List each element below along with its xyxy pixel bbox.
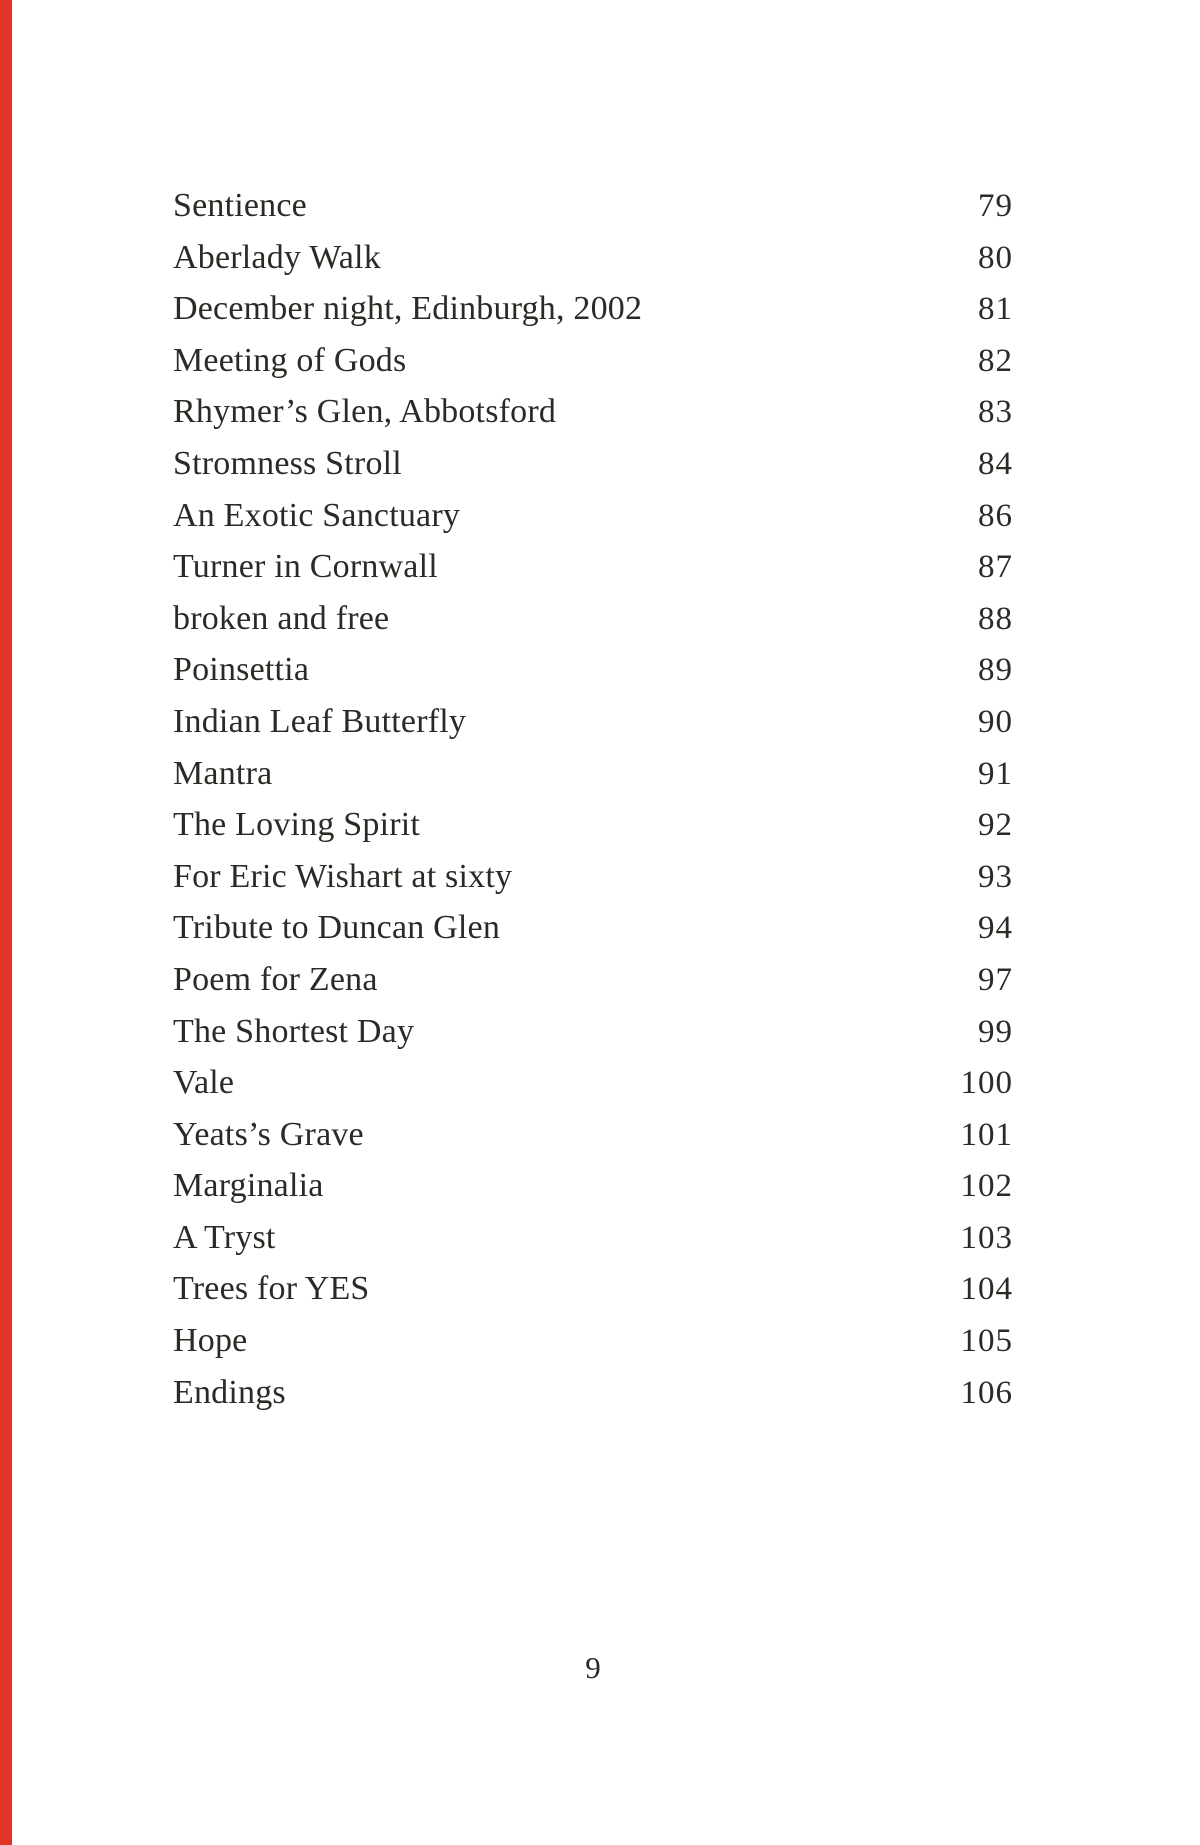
toc-entry — [173, 696, 1013, 748]
toc-entry — [173, 541, 1013, 593]
toc-entry — [173, 954, 1013, 1006]
poem-page-number: 99 — [978, 1013, 1013, 1050]
poem-page-number: 79 — [978, 188, 1013, 224]
toc-entry — [173, 1057, 1013, 1109]
poem-title: Endings — [173, 1373, 286, 1411]
toc-entry — [173, 1263, 1013, 1315]
poem-page-number: 84 — [978, 445, 1013, 482]
toc-entry — [173, 748, 1013, 800]
toc-entry — [173, 386, 1013, 438]
toc-entry — [173, 490, 1013, 542]
poem-page-number: 83 — [978, 394, 1013, 431]
poem-title: Marginalia — [173, 1167, 324, 1205]
poem-title: Indian Leaf Butterfly — [173, 702, 467, 740]
poem-title: For Eric Wishart at sixty — [173, 857, 513, 895]
toc-entry — [173, 335, 1013, 387]
poem-page-number: 86 — [978, 497, 1013, 534]
toc-entry — [173, 1212, 1013, 1264]
poem-page-number: 91 — [978, 755, 1013, 792]
poem-page-number: 80 — [978, 239, 1013, 276]
poem-title: Rhymer’s Glen, Abbotsford — [173, 393, 557, 431]
poem-page-number: 92 — [978, 807, 1013, 844]
toc-entry — [173, 438, 1013, 490]
poem-title: Hope — [173, 1322, 248, 1360]
poem-page-number: 88 — [978, 600, 1013, 637]
poem-title: Tribute to Duncan Glen — [173, 909, 501, 947]
toc-entry — [173, 180, 1013, 232]
poem-title: Yeats’s Grave — [173, 1115, 364, 1153]
toc-entry — [173, 1109, 1013, 1161]
poem-title: Poem for Zena — [173, 960, 378, 998]
poem-title: Poinsettia — [173, 651, 310, 689]
poem-page-number: 106 — [960, 1374, 1013, 1411]
poem-page-number: 101 — [960, 1116, 1013, 1153]
poem-title: December night, Edinburgh, 2002 — [173, 290, 643, 328]
toc-entry — [173, 1315, 1013, 1367]
toc-entry — [173, 593, 1013, 645]
poem-page-number: 90 — [978, 703, 1013, 740]
poem-title: The Loving Spirit — [173, 806, 421, 844]
poem-page-number: 87 — [978, 549, 1013, 586]
poem-page-number: 97 — [978, 961, 1013, 998]
poem-title: Sentience — [173, 187, 307, 224]
poem-title: Vale — [173, 1064, 235, 1102]
toc-entry — [173, 851, 1013, 903]
poem-page-number: 82 — [978, 342, 1013, 379]
table-of-contents — [173, 180, 1013, 1418]
toc-entry — [173, 902, 1013, 954]
toc-entry — [173, 232, 1013, 284]
toc-entry — [173, 283, 1013, 335]
poem-page-number: 93 — [978, 858, 1013, 895]
poem-page-number: 104 — [960, 1271, 1013, 1308]
poem-page-number: 100 — [960, 1065, 1013, 1102]
folio-page-number: 9 — [585, 1650, 601, 1685]
poem-page-number: 89 — [978, 652, 1013, 689]
poem-title: Mantra — [173, 754, 273, 792]
poem-page-number: 94 — [978, 910, 1013, 947]
toc-entry — [173, 1367, 1013, 1419]
poem-page-number: 102 — [960, 1168, 1013, 1205]
poem-title: Aberlady Walk — [173, 238, 381, 276]
book-cover-edge-stripe — [0, 0, 12, 1845]
poem-title: Meeting of Gods — [173, 341, 407, 379]
poem-title: A Tryst — [173, 1218, 276, 1256]
toc-entry — [173, 1160, 1013, 1212]
poem-title: An Exotic Sanctuary — [173, 496, 461, 534]
toc-entry — [173, 799, 1013, 851]
poem-title: The Shortest Day — [173, 1012, 415, 1050]
poem-title: broken and free — [173, 599, 390, 637]
toc-entry — [173, 1006, 1013, 1058]
poem-page-number: 103 — [960, 1219, 1013, 1256]
toc-entry — [173, 644, 1013, 696]
poem-page-number: 81 — [978, 291, 1013, 328]
poem-title: Trees for YES — [173, 1270, 370, 1308]
poem-title: Turner in Cornwall — [173, 548, 438, 586]
poem-title: Stromness Stroll — [173, 444, 402, 482]
poem-page-number: 105 — [960, 1323, 1013, 1360]
